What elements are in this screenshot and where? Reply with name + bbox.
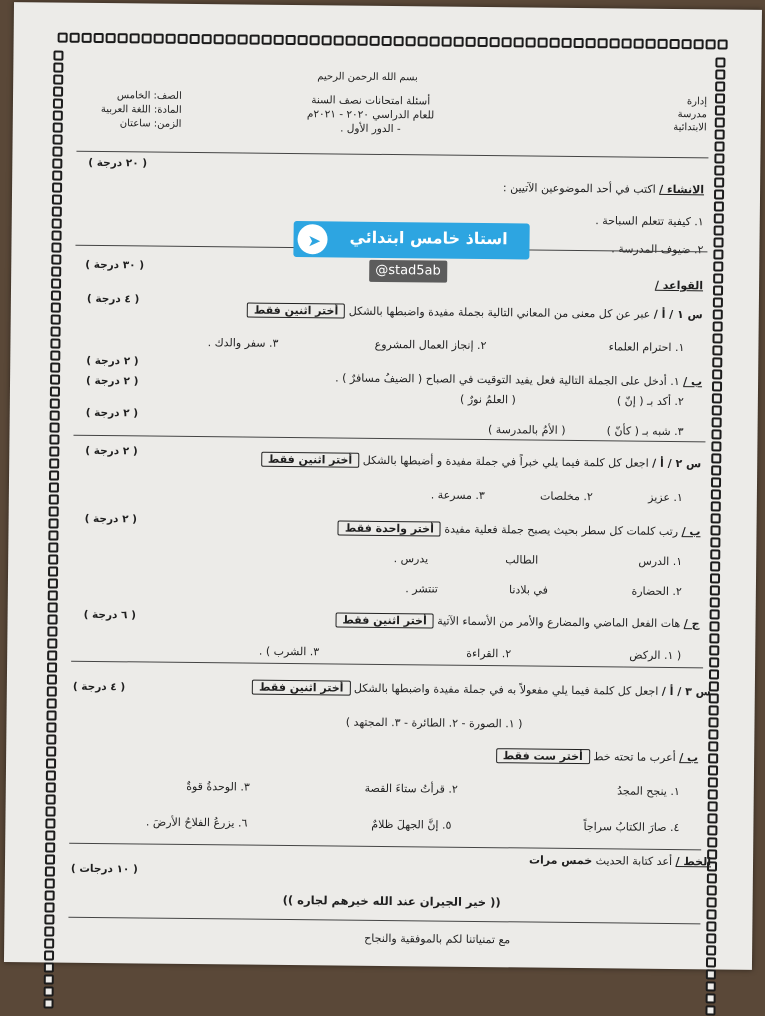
q3-a-points: ( ٤ درجة ) — [72, 680, 126, 694]
watermark-banner — [293, 221, 529, 259]
q3-b-item-3: ٣. الوحدةُ قوةٌ — [186, 779, 250, 794]
footer-wish: مع تمنياتنا لكم بالموفقية والنجاح — [364, 931, 511, 947]
q3-b-item-4: ٤. صارَ الكتابُ سراجاً — [583, 820, 680, 835]
divider — [68, 917, 700, 925]
q2-a-item-1: ١. عزيز — [648, 490, 683, 505]
basmala: بسم الله الرحمن الرحيم — [317, 71, 418, 84]
exam-content — [68, 49, 712, 956]
q2-c-item-2: ٢. القراءة — [466, 646, 512, 661]
q2-a-item-2: ٢. مخلصات — [540, 489, 593, 504]
q2-a-points: ( ٢ درجة ) — [85, 444, 138, 458]
insha-heading: الانشاء / اكتب في أحد الموضوعين الآتيين : — [502, 181, 705, 197]
decorative-border-left — [44, 50, 67, 950]
watermark-title: استاذ خامس ابتدائي — [349, 227, 508, 249]
q2-b-row2-word1: ٢. الحضارة — [631, 584, 682, 599]
class-info: الصف: الخامس المادة: اللغة العربية الزمن: ساعتان — [100, 90, 182, 130]
q3-b-item-1: ١. ينجح المجدُ — [617, 784, 680, 799]
exam-title: أسئلة امتحانات نصف السنة للعام الدراسي ٢٠٢٠ - ٢٠٢١م - الدور الأول . — [306, 94, 435, 136]
q2-c-item-1: ( ١. الركض — [629, 648, 682, 663]
q2-c-prompt: ج / هات الفعل الماضي والمضارع والأمر من الأسماء الآتية أختر اثنين فقط — [335, 613, 699, 630]
q2-b-row1-word3: يدرس . — [393, 552, 429, 566]
q3-b-item-6: ٦. يزرعُ الفلاحُ الأرضَ . — [145, 815, 248, 830]
q2-b-row1-word1: ١. الدرس — [638, 554, 683, 569]
q2-c-item-3: ٣. الشرب ) . — [258, 644, 320, 659]
watermark-handle: @stad5ab — [369, 260, 447, 283]
khat-points: ( ١٠ درجات ) — [70, 862, 138, 876]
insha-points: ( ٢٠ درجة ) — [88, 156, 148, 170]
q1-a-item-3: ٣. سفر والدك . — [207, 336, 279, 350]
q1-b3-sentence: ( الأمُ بالمدرسة ) — [487, 423, 566, 437]
q1-b2: ٢. أكد بـ ( إنّ ) — [616, 394, 684, 409]
q3-b-prompt: ب / أعرب ما تحته خط أختر ست فقط — [496, 749, 699, 764]
insha-item-1: ١. كيفية تتعلم السباحة . — [595, 214, 704, 229]
q1-a-points: ( ٤ درجة ) — [86, 292, 140, 306]
channel-watermark — [293, 221, 530, 287]
insha-item-2: ٢. ضيوف المدرسة . — [611, 242, 704, 257]
q3-b-item-2: ٢. قرأتُ ستاءَ القصة — [364, 781, 458, 796]
q3-b-item-5: ٥. إنَّ الجهلَ ظلامٌ — [371, 817, 452, 832]
q1-a-item-2: ٢. إنجاز العمال المشروع — [374, 337, 487, 353]
khat-prompt: الخط / أعد كتابة الحديث خمس مرات — [528, 853, 712, 869]
qawaid-points: ( ٣٠ درجة ) — [85, 258, 145, 272]
q2-b-prompt: ب / رتب كلمات كل سطر بحيث يصبح جملة فعلية مفيدة أختر واحدة فقط — [338, 522, 701, 539]
qawaid-heading: القواعد / — [654, 278, 704, 293]
admin-block: إدارة مدرسة الابتدائية — [673, 96, 708, 134]
q1-b3-points: ( ٢ درجة ) — [85, 406, 139, 420]
q1-a-item-1: ١. احترام العلماء — [608, 340, 685, 355]
q3-a-items: ( ١. الصورة - ٢. الطائرة - ٣. المجتهد ) — [345, 715, 523, 731]
hadith: (( خير الجيران عند الله خيرهم لجاره )) — [282, 892, 501, 910]
divider — [71, 661, 703, 669]
q3-a-prompt: س ٣ / أ / اجعل كل كلمة فيما يلي مفعولاً به في جملة مفيدة واضبطها بالشكل أختر اثنين فقط — [252, 681, 711, 699]
q2-a-prompt: س ٢ / أ / اجعل كل كلمة فيما يلي خبراً في جملة مفيدة و أضبطها بالشكل أختر اثنين فقط — [261, 453, 701, 471]
q2-a-item-3: ٣. مسرعة . — [430, 488, 485, 503]
divider — [69, 843, 701, 851]
q2-b-points: ( ٢ درجة ) — [84, 512, 138, 526]
q1-b2-points: ( ٢ درجة ) — [85, 374, 139, 388]
q2-b-row2-word3: تنتشر . — [405, 582, 438, 596]
decorative-border-right — [706, 57, 729, 957]
q1-b1: ب / ١. أدخل على الجملة التالية فعل يفيد التوقيت في الصباح ( الضيفُ مسافرٌ ) . — [335, 371, 703, 389]
q1-a-prompt: س ١ / أ / عبر عن كل معنى من المعاني التالية بجملة مفيدة واضبطها بالشكل أختر اثنين فقط — [247, 304, 703, 322]
q2-c-points: ( ٦ درجة ) — [83, 608, 137, 622]
q2-b-row1-word2: الطالب — [505, 553, 539, 567]
q1-b3: ٣. شبه بـ ( كأنّ ) — [606, 424, 684, 439]
divider — [76, 151, 708, 159]
q2-b-row2-word2: في بلادنا — [508, 583, 548, 597]
telegram-icon: ➤ — [297, 224, 327, 254]
exam-paper — [4, 2, 762, 970]
q1-b2-sentence: ( العلمُ نورٌ ) — [460, 392, 516, 407]
q1-b1-points: ( ٢ درجة ) — [86, 354, 139, 368]
